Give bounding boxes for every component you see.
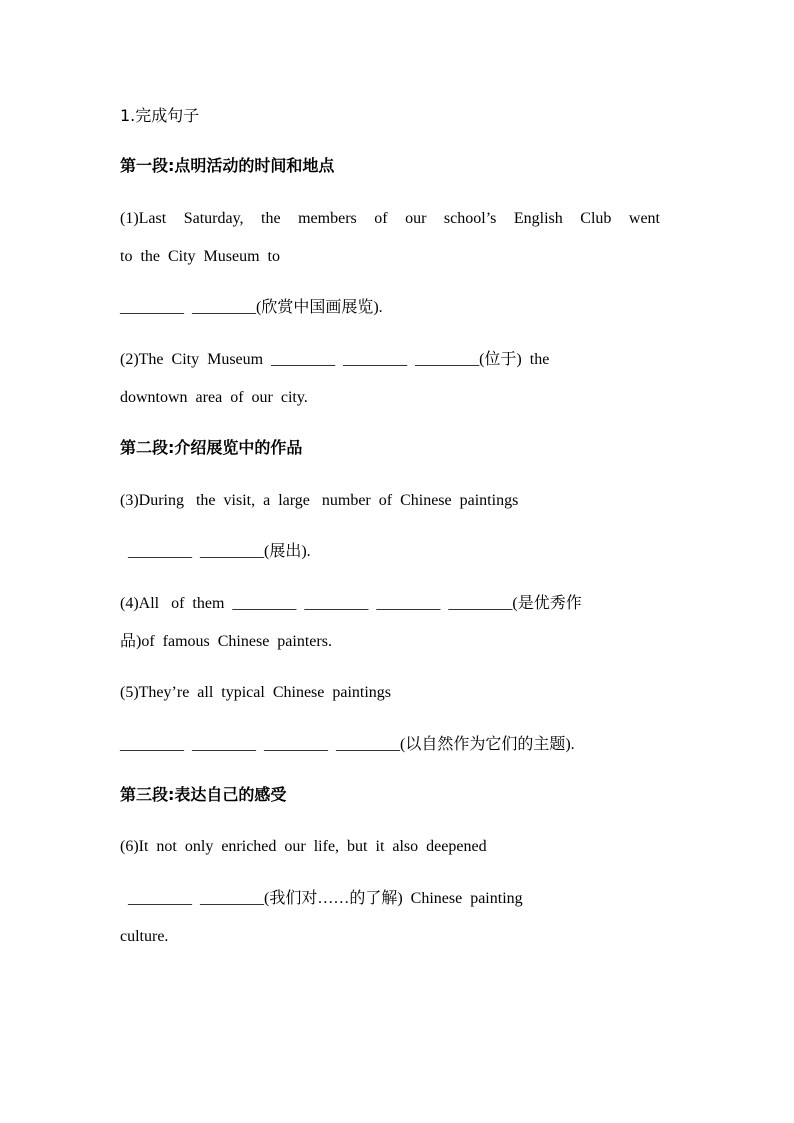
question-6-line-3: culture. (120, 928, 169, 945)
question-6-line-2: ________ ________(我们对……的了解) Chinese painting (120, 890, 523, 907)
question-1-line-1: (1)Last Saturday, the members of our school’s English Club went (120, 210, 660, 227)
question-4-line-2: 品)of famous Chinese painters. (120, 633, 332, 650)
section-heading-1: 第一段:点明活动的时间和地点 (120, 156, 335, 175)
section-heading-3: 第三段:表达自己的感受 (120, 785, 287, 804)
question-2-line-1: (2)The City Museum ________ ________ ________(位于) the (120, 351, 550, 368)
question-4-line-1: (4)All of them ________ ________ ________ ________(是优秀作 (120, 595, 582, 612)
question-3-line-1: (3)During the visit, a large number of Chinese paintings (120, 492, 519, 509)
exercise-title: 1.完成句子 (120, 106, 200, 125)
question-1-line-2: to the City Museum to (120, 248, 280, 265)
section-heading-2: 第二段:介绍展览中的作品 (120, 438, 303, 457)
question-3-line-2: ________ ________(展出). (120, 543, 311, 560)
question-1-line-3: ________ ________(欣赏中国画展览). (120, 299, 383, 316)
question-5-line-2: ________ ________ ________ ________(以自然作为它们的主题). (120, 736, 575, 753)
question-2-line-2: downtown area of our city. (120, 389, 308, 406)
question-5-line-1: (5)They’re all typical Chinese paintings (120, 684, 392, 701)
question-6-line-1: (6)It not only enriched our life, but it also deepened (120, 838, 487, 855)
